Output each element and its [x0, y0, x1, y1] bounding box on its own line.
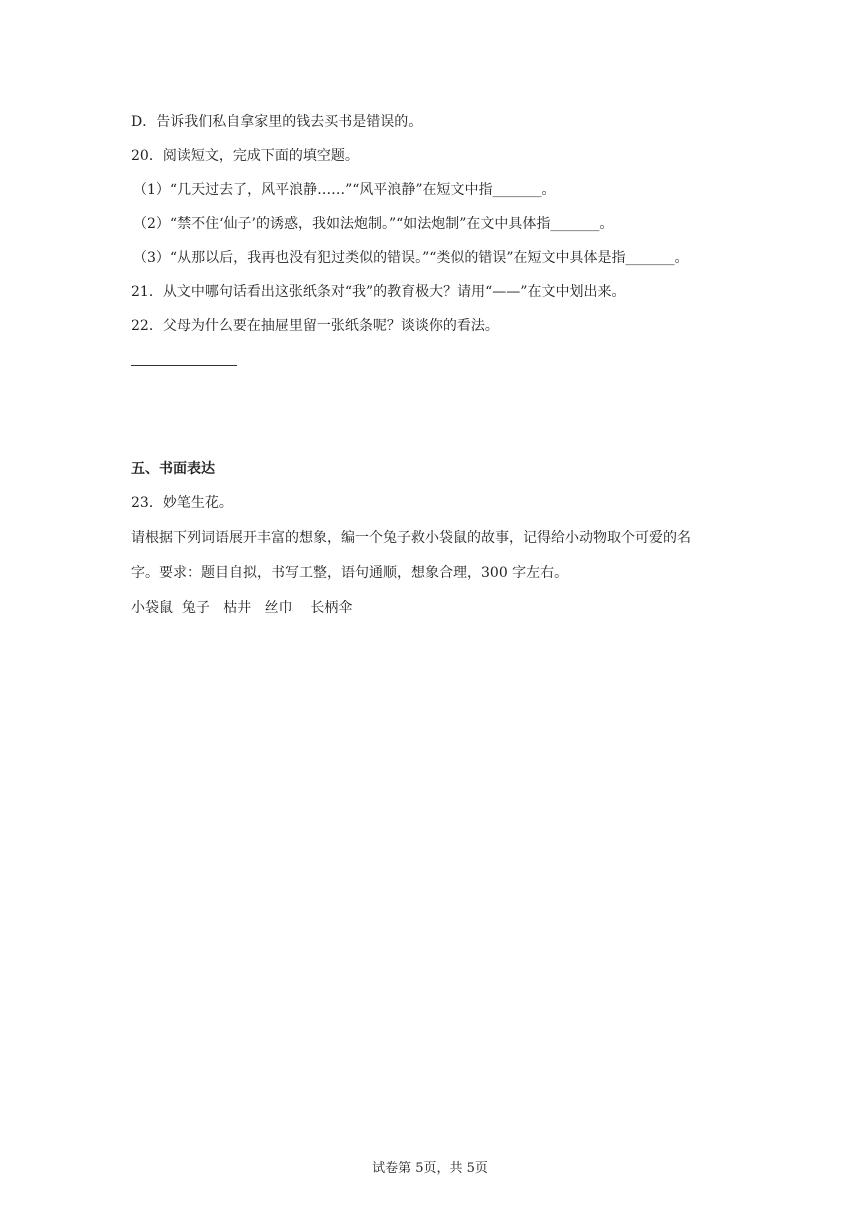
question-20: 20．阅读短文，完成下面的填空题。 — [131, 148, 359, 164]
section-title: 五、书面表达 — [131, 461, 215, 477]
question-22: 22．父母为什么要在抽屉里留一张纸条呢？谈谈你的看法。 — [131, 318, 499, 334]
writing-prompt-line-2: 字。要求：题目自拟，书写工整，语句通顺，想象合理，300 字左右。 — [131, 565, 569, 581]
option-d-text: D．告诉我们私自拿家里的钱去买书是错误的。 — [131, 114, 423, 130]
question-20-part-1: （1）“几天过去了，风平浪静……”“风平浪静”在短文中指_______。 — [133, 182, 556, 198]
answer-blank-line — [131, 365, 237, 366]
page-footer: 试卷第 5页，共 5页 — [372, 1161, 488, 1176]
question-23: 23．妙笔生花。 — [131, 495, 233, 511]
question-20-part-3: （3）“从那以后，我再也没有犯过类似的错误。”“类似的错误”在短文中具体是指_______。 — [133, 250, 689, 266]
question-20-part-2: （2）“禁不住‘仙子’的诱惑，我如法炮制。”“如法炮制”在文中具体指_______。 — [133, 216, 614, 232]
question-21: 21．从文中哪句话看出这张纸条对“我”的教育极大？请用“——”在文中划出来。 — [131, 284, 626, 300]
writing-prompt-line-1: 请根据下列词语展开丰富的想象，编一个兔子救小袋鼠的故事，记得给小动物取个可爱的名 — [131, 530, 691, 546]
keyword-list: 小袋鼠 兔子 枯井 丝巾 长柄伞 — [131, 600, 353, 616]
